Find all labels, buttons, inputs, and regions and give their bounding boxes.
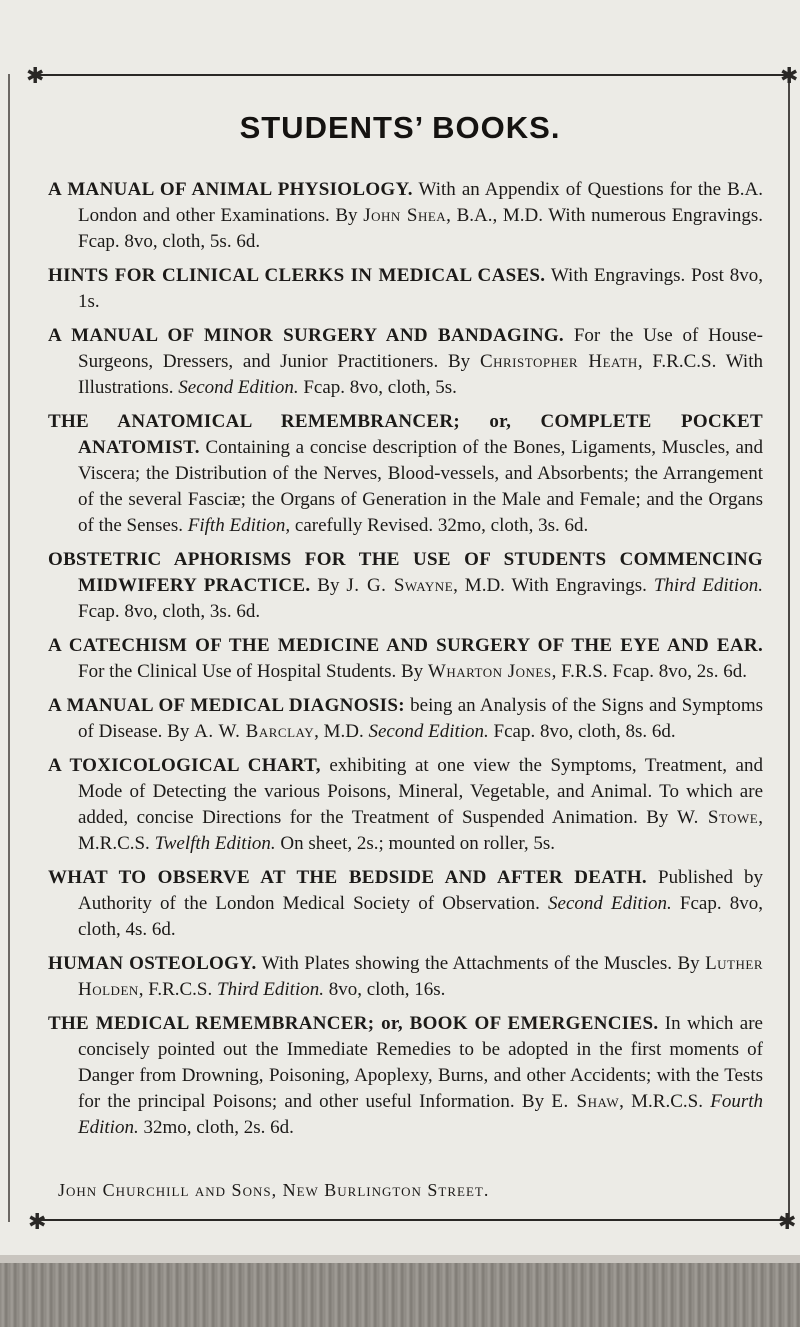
book-author: Wharton Jones: [427, 661, 552, 682]
book-format-price: 32mo, cloth, 2s. 6d.: [138, 1117, 294, 1138]
book-entry: [48, 177, 763, 255]
page-edge: [0, 1255, 800, 1263]
book-title: A MANUAL OF MEDICAL DIAGNOSIS:: [48, 695, 405, 716]
book-entry: [48, 323, 763, 401]
book-title: A MANUAL OF MINOR SURGERY AND BANDAGING.: [48, 325, 564, 346]
book-edition: Second Edition.: [178, 377, 299, 398]
book-description: For the Use of House-Surgeons, Dressers, and Junior Practitioners. By: [78, 325, 764, 372]
book-description: Published by Authority of the London Medical Society of Observation.: [78, 867, 763, 914]
book-details: , B.A., M.D. With numerous Engravings. Fcap. 8vo, cloth, 5s. 6d.: [78, 205, 763, 252]
top-rule: [36, 74, 786, 76]
book-entry: [48, 263, 763, 315]
corner-star-icon: ✱: [778, 1210, 797, 1235]
book-description: In which are concisely pointed out the Immediate Remedies to be adopted in the first moments of Danger from Drowning, Poisoning, Apoplexy, Burns, and other Accidents; with the Tests for the principal Poisons; and other useful Information. By: [78, 1013, 763, 1112]
book-details: , M.R.C.S.: [78, 807, 763, 854]
book-title: A TOXICOLOGICAL CHART,: [48, 755, 321, 776]
book-description: With Plates showing the Attachments of the Muscles. By: [256, 953, 706, 974]
left-rule: [8, 74, 10, 1222]
book-edition: Fourth Edition.: [78, 1091, 764, 1138]
book-entry: [48, 693, 763, 745]
book-author: W. Stowe: [676, 807, 759, 828]
book-edition: Third Edition.: [653, 575, 763, 596]
book-format-price: Fcap. 8vo, cloth, 4s. 6d.: [78, 893, 764, 940]
book-edition: Twelfth Edition.: [154, 833, 276, 854]
book-list: [48, 177, 763, 1149]
book-description: For the Clinical Use of Hospital Students. By: [78, 661, 428, 682]
book-edge-band: [0, 1263, 800, 1327]
book-author: J. G. Swayne: [346, 575, 454, 596]
book-description: being an Analysis of the Signs and Symptoms of Disease. By: [78, 695, 764, 742]
book-edition: Second Edition.: [368, 721, 489, 742]
book-format-price: Fcap. 8vo, cloth, 5s.: [298, 377, 457, 398]
book-format-price: Fcap. 8vo, cloth, 3s. 6d.: [78, 601, 261, 622]
book-entry: [48, 951, 763, 1003]
book-author: E. Shaw: [551, 1091, 620, 1112]
book-entry: [48, 409, 763, 539]
book-details: , F.R.C.S. With Illustrations.: [78, 351, 763, 398]
book-description: With Engravings. Post 8vo, 1s.: [78, 265, 763, 312]
book-edition: Third Edition.: [217, 979, 324, 1000]
book-author: Luther Holden: [78, 953, 763, 1000]
page-title: STUDENTS’ BOOKS.: [239, 110, 561, 145]
book-description: exhibiting at one view the Symptoms, Treatment, and Mode of Detecting the various Poisons, Mineral, Vegetable, and Animal. To which are added, concise Directions for the Treatment of Suspended Animation. By: [78, 755, 763, 828]
book-title: THE ANATOMICAL REMEMBRANCER; or, COMPLETE POCKET ANATOMIST.: [48, 411, 763, 458]
book-title: A MANUAL OF ANIMAL PHYSIOLOGY.: [48, 179, 413, 200]
book-title: A CATECHISM OF THE MEDICINE AND SURGERY OF THE EYE AND EAR.: [48, 635, 763, 656]
corner-star-icon: ✱: [28, 1210, 47, 1235]
publisher-imprint: John Churchill and Sons, New Burlington Street.: [58, 1180, 490, 1200]
book-entry: [48, 865, 763, 943]
book-details: , M.R.C.S.: [619, 1091, 711, 1112]
book-format-price: On sheet, 2s.; mounted on roller, 5s.: [275, 833, 556, 854]
book-title: HINTS FOR CLINICAL CLERKS IN MEDICAL CASES.: [48, 265, 546, 286]
book-entry: [48, 633, 763, 685]
book-entry: [48, 547, 763, 625]
book-description: With an Appendix of Questions for the B.A. London and other Examinations. By: [78, 179, 763, 226]
book-title: HUMAN OSTEOLOGY.: [48, 953, 257, 974]
book-author: John Shea: [363, 205, 447, 226]
bottom-rule: [36, 1219, 786, 1221]
book-format-price: Fcap. 8vo, cloth, 8s. 6d.: [488, 721, 676, 742]
book-details: , M.D.: [314, 721, 369, 742]
book-title: THE MEDICAL REMEMBRANCER; or, BOOK OF EMERGENCIES.: [48, 1013, 659, 1034]
book-title: WHAT TO OBSERVE AT THE BEDSIDE AND AFTER DEATH.: [48, 867, 647, 888]
book-format-price: carefully Revised. 32mo, cloth, 3s. 6d.: [290, 515, 589, 536]
book-description: Containing a concise description of the Bones, Ligaments, Muscles, and Viscera; the Distribution of the Nerves, Blood-vessels, and Absorbents; the Arrangement of the several Fasciæ; the Organs of Generation in the Male and Female; and the Organs of the Senses.: [78, 437, 763, 536]
book-author: Christopher Heath: [479, 351, 638, 372]
book-entry: [48, 753, 763, 857]
book-edition: Second Edition.: [548, 893, 672, 914]
book-edition: Fifth Edition,: [187, 515, 291, 536]
book-details: , F.R.C.S.: [138, 979, 217, 1000]
book-details: , F.R.S. Fcap. 8vo, 2s. 6d.: [551, 661, 747, 682]
book-details: , M.D. With Engravings.: [453, 575, 654, 596]
corner-star-icon: ✱: [26, 64, 45, 89]
book-entry: [48, 1011, 763, 1141]
right-rule: [788, 74, 790, 1224]
book-title: OBSTETRIC APHORISMS FOR THE USE OF STUDENTS COMMENCING MIDWIFERY PRACTICE.: [48, 549, 763, 596]
book-author: A. W. Barclay: [194, 721, 315, 742]
corner-star-icon: ✱: [780, 64, 799, 89]
book-format-price: 8vo, cloth, 16s.: [323, 979, 446, 1000]
book-description: By: [310, 575, 347, 596]
